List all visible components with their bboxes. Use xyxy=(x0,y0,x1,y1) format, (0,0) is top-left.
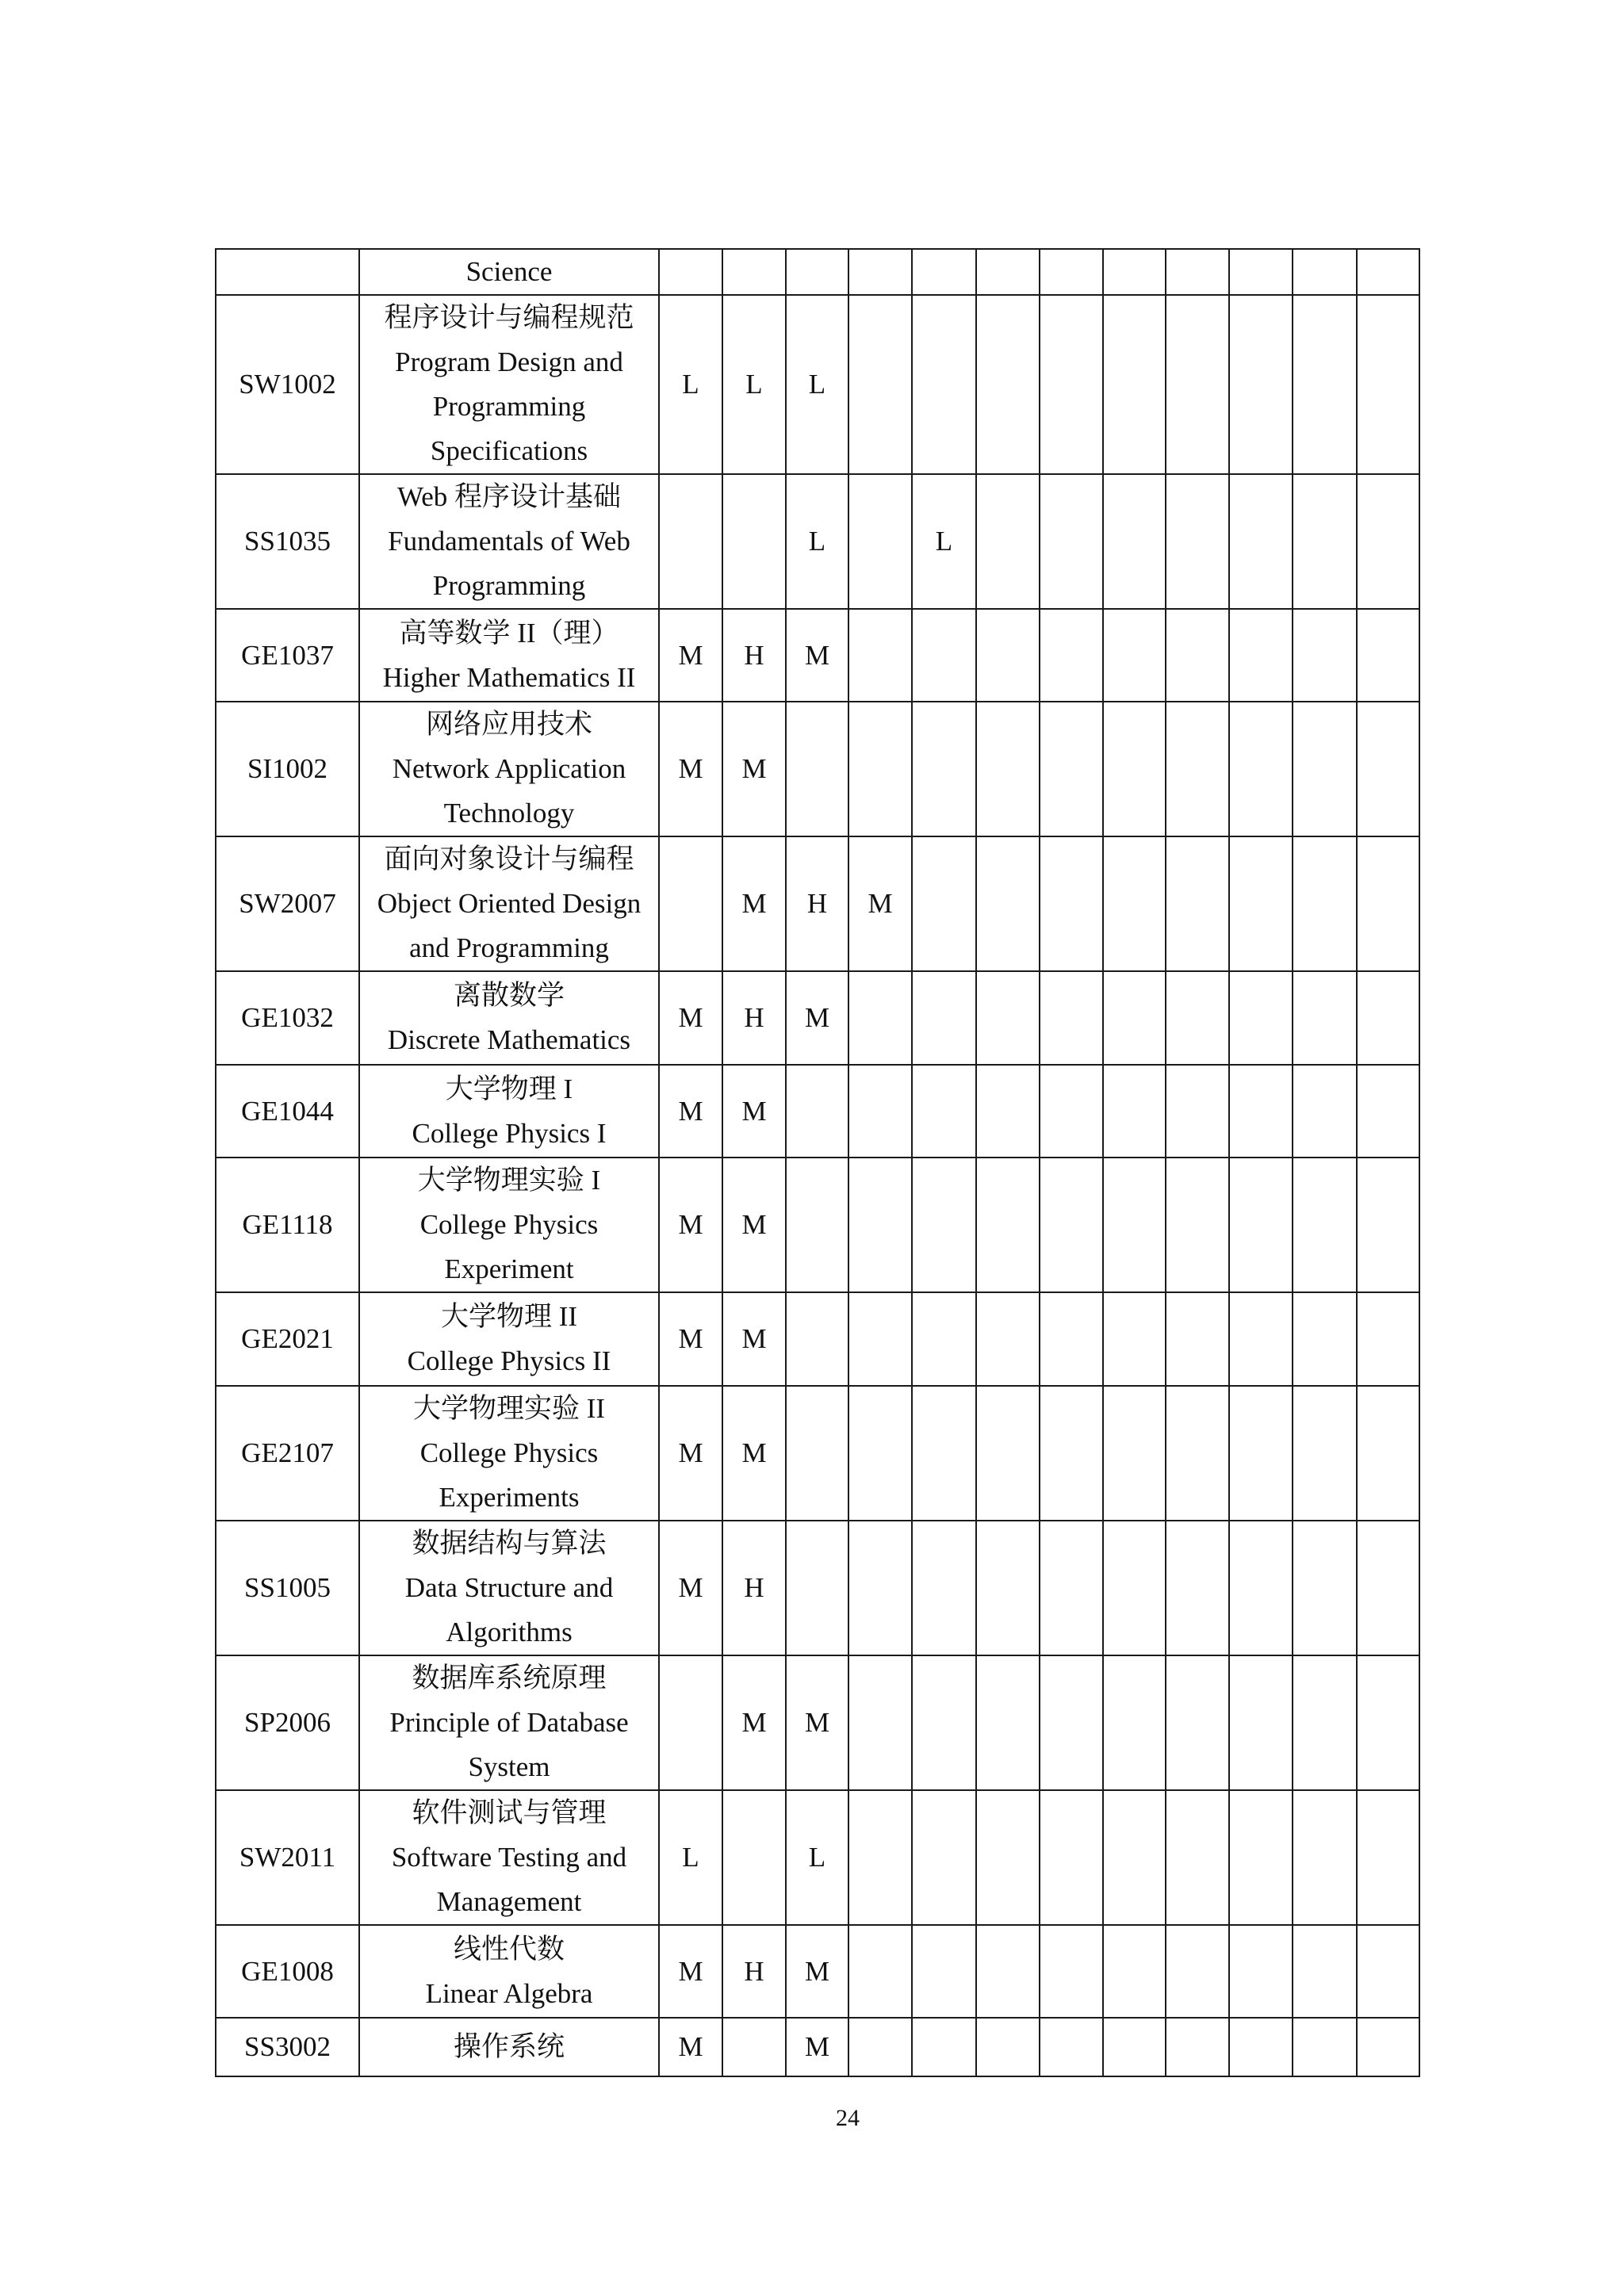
support-level-cell xyxy=(848,702,912,836)
course-name xyxy=(359,249,659,295)
support-level-cell xyxy=(976,1925,1040,2018)
support-level-cell: M xyxy=(659,1521,722,1655)
course-name-line: 操作系统 xyxy=(453,2031,565,2062)
support-level-cell xyxy=(1040,249,1103,295)
support-level-cell xyxy=(1103,836,1166,971)
support-level-cell xyxy=(1040,836,1103,971)
course-name-line: 数据库系统原理 xyxy=(412,1663,607,1693)
course-code: SP2006 xyxy=(216,1655,359,1790)
course-name xyxy=(359,609,659,702)
support-level-cell xyxy=(1103,1655,1166,1790)
support-level-cell xyxy=(1166,474,1229,609)
support-level-cell xyxy=(786,1065,848,1158)
support-level-cell xyxy=(976,1386,1040,1521)
support-level-cell xyxy=(786,1386,848,1521)
support-level-cell xyxy=(1166,836,1229,971)
course-name-line: 面向对象设计与编程 xyxy=(384,844,634,874)
course-row xyxy=(216,1386,1419,1521)
support-level-cell xyxy=(848,474,912,609)
support-level-cell xyxy=(976,702,1040,836)
support-level-cell xyxy=(848,295,912,474)
support-level-cell xyxy=(912,1158,976,1292)
support-level-cell: M xyxy=(786,1655,848,1790)
support-level-cell xyxy=(1103,1292,1166,1386)
support-level-cell: H xyxy=(722,609,786,702)
support-level-cell xyxy=(976,1065,1040,1158)
support-level-cell xyxy=(1293,1065,1357,1158)
support-level-cell xyxy=(1103,1790,1166,1925)
support-level-cell xyxy=(1293,609,1357,702)
course-code: SW2011 xyxy=(216,1790,359,1925)
course-name-line: Management xyxy=(436,1886,582,1917)
support-level-cell xyxy=(1040,1292,1103,1386)
support-level-cell xyxy=(1357,1925,1419,2018)
support-level-cell: L xyxy=(659,1790,722,1925)
course-code: GE2021 xyxy=(216,1292,359,1386)
course-row xyxy=(216,1292,1419,1386)
support-level-cell xyxy=(1293,1521,1357,1655)
support-level-cell xyxy=(1103,971,1166,1065)
support-level-cell xyxy=(1166,1790,1229,1925)
support-level-cell xyxy=(1103,474,1166,609)
support-level-cell xyxy=(1293,474,1357,609)
course-row xyxy=(216,474,1419,609)
support-level-cell xyxy=(848,249,912,295)
support-level-cell: M xyxy=(722,1655,786,1790)
course-name-line: 网络应用技术 xyxy=(425,709,592,740)
support-level-cell xyxy=(1166,971,1229,1065)
support-level-cell xyxy=(848,609,912,702)
support-level-cell xyxy=(786,1521,848,1655)
course-code: GE1032 xyxy=(216,971,359,1065)
support-level-cell xyxy=(1229,1158,1293,1292)
support-level-cell xyxy=(1357,1158,1419,1292)
support-level-cell xyxy=(848,1521,912,1655)
course-name-line: System xyxy=(468,1751,550,1782)
course-name-line: Technology xyxy=(443,798,575,828)
support-level-cell: M xyxy=(659,702,722,836)
support-level-cell: M xyxy=(786,1925,848,2018)
course-row xyxy=(216,1790,1419,1925)
support-level-cell xyxy=(722,2018,786,2076)
support-level-cell: L xyxy=(786,295,848,474)
support-level-cell xyxy=(912,1292,976,1386)
support-level-cell xyxy=(1040,702,1103,836)
support-level-cell xyxy=(1166,1521,1229,1655)
support-level-cell xyxy=(659,836,722,971)
support-level-cell: M xyxy=(848,836,912,971)
support-level-cell xyxy=(1357,1655,1419,1790)
support-level-cell xyxy=(1357,1790,1419,1925)
course-name xyxy=(359,1790,659,1925)
support-level-cell xyxy=(659,249,722,295)
support-level-cell xyxy=(1293,1925,1357,2018)
support-level-cell: L xyxy=(722,295,786,474)
support-level-cell xyxy=(912,1386,976,1521)
support-level-cell: M xyxy=(722,836,786,971)
support-level-cell xyxy=(1040,1925,1103,2018)
support-level-cell: M xyxy=(722,1158,786,1292)
course-code: SS1035 xyxy=(216,474,359,609)
support-level-cell xyxy=(1040,2018,1103,2076)
course-code: GE1008 xyxy=(216,1925,359,2018)
course-name xyxy=(359,1386,659,1521)
course-code xyxy=(216,249,359,295)
support-level-cell xyxy=(1103,1925,1166,2018)
course-name xyxy=(359,1065,659,1158)
support-level-cell xyxy=(1103,249,1166,295)
course-row xyxy=(216,1065,1419,1158)
course-name-line: Higher Mathematics II xyxy=(382,661,636,693)
course-name-line: College Physics II xyxy=(407,1345,611,1376)
support-level-cell xyxy=(1103,702,1166,836)
support-level-cell xyxy=(976,1521,1040,1655)
support-level-cell xyxy=(1357,609,1419,702)
support-level-cell xyxy=(1166,1065,1229,1158)
support-level-cell xyxy=(722,474,786,609)
course-code: SS1005 xyxy=(216,1521,359,1655)
course-name xyxy=(359,836,659,971)
support-level-cell: H xyxy=(722,1925,786,2018)
support-level-cell xyxy=(912,1925,976,2018)
support-level-cell: M xyxy=(659,609,722,702)
course-code: SS3002 xyxy=(216,2018,359,2076)
course-row xyxy=(216,609,1419,702)
support-level-cell xyxy=(1357,1386,1419,1521)
support-level-cell xyxy=(1229,1065,1293,1158)
support-level-cell xyxy=(848,971,912,1065)
support-level-cell xyxy=(1166,249,1229,295)
support-level-cell xyxy=(1040,1386,1103,1521)
support-level-cell xyxy=(1357,2018,1419,2076)
course-name-line: 大学物理实验 II xyxy=(412,1393,606,1424)
support-level-cell xyxy=(1229,1386,1293,1521)
support-level-cell xyxy=(722,1790,786,1925)
support-level-cell: M xyxy=(786,609,848,702)
course-name-line: College Physics xyxy=(419,1437,599,1468)
support-level-cell: H xyxy=(786,836,848,971)
support-level-cell xyxy=(1040,1158,1103,1292)
page-number: 24 xyxy=(836,2105,860,2131)
support-level-cell xyxy=(1293,1292,1357,1386)
course-code: GE1044 xyxy=(216,1065,359,1158)
support-level-cell xyxy=(1357,249,1419,295)
support-level-cell xyxy=(848,1386,912,1521)
support-level-cell xyxy=(1103,295,1166,474)
matrix-body xyxy=(216,249,1419,2076)
course-name-line: Object Oriented Design xyxy=(377,888,642,919)
course-name-line: 软件测试与管理 xyxy=(412,1797,607,1828)
support-level-cell xyxy=(1040,1065,1103,1158)
support-level-cell xyxy=(976,249,1040,295)
support-level-cell xyxy=(1293,1386,1357,1521)
support-level-cell xyxy=(1103,1158,1166,1292)
course-code: SI1002 xyxy=(216,702,359,836)
support-level-cell: M xyxy=(659,2018,722,2076)
support-level-cell xyxy=(1229,474,1293,609)
course-name-line: Algorithms xyxy=(446,1617,573,1647)
course-row xyxy=(216,836,1419,971)
support-level-cell: H xyxy=(722,971,786,1065)
support-level-cell xyxy=(1357,1521,1419,1655)
course-name xyxy=(359,1158,659,1292)
support-level-cell xyxy=(1293,971,1357,1065)
support-level-cell xyxy=(1103,1386,1166,1521)
support-level-cell xyxy=(1229,1925,1293,2018)
support-level-cell xyxy=(1103,1065,1166,1158)
support-level-cell xyxy=(912,295,976,474)
course-code: GE2107 xyxy=(216,1386,359,1521)
course-name xyxy=(359,971,659,1065)
support-level-cell xyxy=(659,1655,722,1790)
support-level-cell xyxy=(976,295,1040,474)
support-level-cell xyxy=(786,1158,848,1292)
course-name xyxy=(359,1292,659,1386)
course-row xyxy=(216,971,1419,1065)
support-level-cell xyxy=(1229,249,1293,295)
course-name-line: Linear Algebra xyxy=(425,1977,593,2009)
course-name-line: 线性代数 xyxy=(453,1933,565,1965)
support-level-cell xyxy=(912,836,976,971)
support-level-cell xyxy=(912,1521,976,1655)
course-code: GE1037 xyxy=(216,609,359,702)
support-level-cell xyxy=(912,1655,976,1790)
course-name-line: and Programming xyxy=(409,932,609,963)
course-name-line: College Physics I xyxy=(412,1117,607,1149)
support-level-cell: L xyxy=(659,295,722,474)
support-level-cell xyxy=(976,1158,1040,1292)
support-level-cell xyxy=(1229,971,1293,1065)
support-level-cell: L xyxy=(786,1790,848,1925)
support-level-cell: M xyxy=(722,1386,786,1521)
support-level-cell: M xyxy=(722,1065,786,1158)
course-row xyxy=(216,702,1419,836)
support-level-cell xyxy=(1357,474,1419,609)
support-level-cell: M xyxy=(659,1158,722,1292)
support-level-cell xyxy=(1040,1655,1103,1790)
support-level-cell xyxy=(1166,1292,1229,1386)
course-name-line: 高等数学 II（理） xyxy=(399,617,619,649)
course-name-line: Data Structure and xyxy=(404,1572,614,1603)
course-name xyxy=(359,1925,659,2018)
support-level-cell xyxy=(1166,702,1229,836)
support-level-cell xyxy=(976,1655,1040,1790)
support-level-cell xyxy=(1293,702,1357,836)
support-level-cell xyxy=(1166,2018,1229,2076)
course-name-line: Program Design and xyxy=(395,346,623,377)
course-name-line: Discrete Mathematics xyxy=(387,1024,631,1055)
support-level-cell xyxy=(976,971,1040,1065)
course-name-line: Web 程序设计基础 xyxy=(396,481,622,512)
support-level-cell xyxy=(1229,1655,1293,1790)
course-name-line: Software Testing and xyxy=(391,1842,627,1873)
course-code: SW1002 xyxy=(216,295,359,474)
course-row xyxy=(216,295,1419,474)
course-name xyxy=(359,295,659,474)
course-name-line: 数据结构与算法 xyxy=(412,1528,607,1559)
course-name-line: College Physics xyxy=(419,1209,599,1240)
support-level-cell xyxy=(1103,1521,1166,1655)
support-level-cell xyxy=(976,1292,1040,1386)
course-name-line: Science xyxy=(465,256,553,287)
support-level-cell: M xyxy=(722,702,786,836)
course-name xyxy=(359,2018,659,2076)
support-level-cell: M xyxy=(659,1292,722,1386)
course-row xyxy=(216,1521,1419,1655)
support-level-cell xyxy=(848,1925,912,2018)
support-level-cell xyxy=(786,702,848,836)
support-level-cell xyxy=(848,1292,912,1386)
course-name-line: Programming xyxy=(432,570,586,601)
support-level-cell xyxy=(976,2018,1040,2076)
support-level-cell: M xyxy=(659,971,722,1065)
support-level-cell: M xyxy=(659,1925,722,2018)
support-level-cell xyxy=(912,1790,976,1925)
support-level-cell xyxy=(659,474,722,609)
course-row xyxy=(216,1925,1419,2018)
support-level-cell xyxy=(1040,971,1103,1065)
course-row xyxy=(216,1655,1419,1790)
course-row xyxy=(216,2018,1419,2076)
support-level-cell xyxy=(912,2018,976,2076)
course-name-line: Programming xyxy=(432,391,586,422)
support-level-cell xyxy=(912,1065,976,1158)
support-level-cell: L xyxy=(786,474,848,609)
course-row xyxy=(216,249,1419,295)
course-row xyxy=(216,1158,1419,1292)
support-level-cell xyxy=(1166,1386,1229,1521)
support-level-cell xyxy=(1229,702,1293,836)
support-level-cell xyxy=(848,2018,912,2076)
support-level-cell xyxy=(1166,609,1229,702)
course-name-line: 程序设计与编程规范 xyxy=(384,302,634,333)
support-level-cell xyxy=(1293,1790,1357,1925)
support-level-cell xyxy=(1229,1790,1293,1925)
course-name-line: Experiment xyxy=(444,1253,574,1284)
course-name-line: Network Application xyxy=(392,753,626,784)
support-level-cell xyxy=(1166,1158,1229,1292)
support-level-cell xyxy=(1229,295,1293,474)
support-level-cell: M xyxy=(786,971,848,1065)
support-level-cell xyxy=(1357,971,1419,1065)
support-level-cell xyxy=(976,474,1040,609)
support-level-cell xyxy=(1229,609,1293,702)
support-level-cell: M xyxy=(786,2018,848,2076)
support-level-cell xyxy=(1040,1790,1103,1925)
support-level-cell xyxy=(1229,2018,1293,2076)
support-level-cell xyxy=(1040,609,1103,702)
course-name-line: Principle of Database xyxy=(389,1707,629,1738)
course-requirement-matrix xyxy=(215,248,1420,2077)
support-level-cell xyxy=(1166,295,1229,474)
support-level-cell xyxy=(1166,1925,1229,2018)
course-name-line: Experiments xyxy=(439,1482,580,1513)
course-name xyxy=(359,1521,659,1655)
support-level-cell xyxy=(1229,1292,1293,1386)
support-level-cell xyxy=(1103,609,1166,702)
support-level-cell xyxy=(1357,1292,1419,1386)
support-level-cell: M xyxy=(659,1386,722,1521)
support-level-cell: M xyxy=(659,1065,722,1158)
support-level-cell xyxy=(1229,1521,1293,1655)
support-level-cell xyxy=(1103,2018,1166,2076)
course-code: SW2007 xyxy=(216,836,359,971)
course-name xyxy=(359,702,659,836)
support-level-cell xyxy=(848,1655,912,1790)
support-level-cell: L xyxy=(912,474,976,609)
support-level-cell xyxy=(1293,295,1357,474)
support-level-cell xyxy=(848,1158,912,1292)
support-level-cell xyxy=(912,702,976,836)
course-name xyxy=(359,474,659,609)
support-level-cell xyxy=(912,971,976,1065)
support-level-cell xyxy=(1229,836,1293,971)
course-name xyxy=(359,1655,659,1790)
support-level-cell xyxy=(976,836,1040,971)
support-level-cell xyxy=(1357,295,1419,474)
course-name-line: Fundamentals of Web xyxy=(388,526,630,557)
support-level-cell xyxy=(1166,1655,1229,1790)
support-level-cell xyxy=(1040,295,1103,474)
support-level-cell xyxy=(912,609,976,702)
support-level-cell xyxy=(1357,702,1419,836)
support-level-cell xyxy=(848,1065,912,1158)
course-name-line: 离散数学 xyxy=(453,980,565,1011)
course-code: GE1118 xyxy=(216,1158,359,1292)
support-level-cell xyxy=(848,1790,912,1925)
support-level-cell: M xyxy=(722,1292,786,1386)
support-level-cell xyxy=(1040,1521,1103,1655)
support-level-cell xyxy=(1040,474,1103,609)
support-level-cell xyxy=(1293,836,1357,971)
support-level-cell xyxy=(1357,836,1419,971)
support-level-cell xyxy=(1293,249,1357,295)
support-level-cell xyxy=(1293,2018,1357,2076)
support-level-cell xyxy=(1293,1655,1357,1790)
course-name-line: 大学物理实验 I xyxy=(417,1165,601,1196)
support-level-cell xyxy=(1293,1158,1357,1292)
support-level-cell xyxy=(976,609,1040,702)
support-level-cell xyxy=(976,1790,1040,1925)
support-level-cell xyxy=(722,249,786,295)
support-level-cell: H xyxy=(722,1521,786,1655)
course-name-line: 大学物理 II xyxy=(440,1301,578,1332)
support-level-cell xyxy=(786,1292,848,1386)
support-level-cell xyxy=(912,249,976,295)
support-level-cell xyxy=(1357,1065,1419,1158)
course-name-line: Specifications xyxy=(430,435,588,466)
course-name-line: 大学物理 I xyxy=(445,1073,573,1104)
support-level-cell xyxy=(786,249,848,295)
